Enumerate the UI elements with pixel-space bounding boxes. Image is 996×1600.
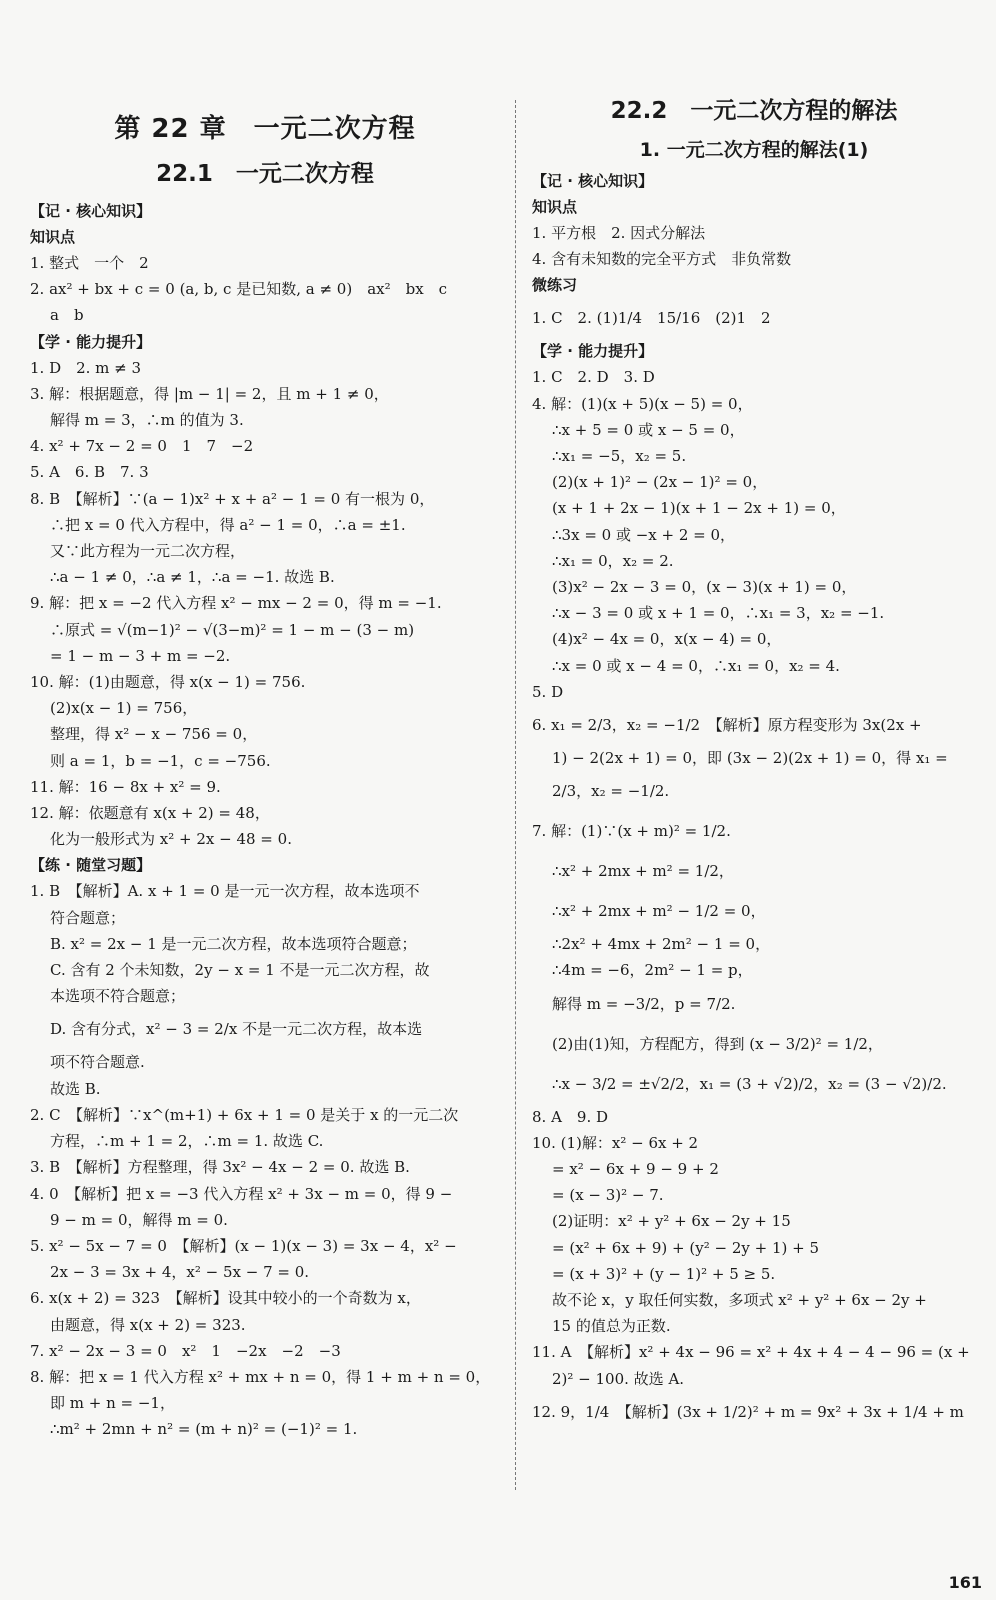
- answer-line: 则 a = 1，b = −1，c = −756.: [50, 751, 271, 770]
- answer-line: 1. C 2. (1)1/4 15/16 (2)1 2: [532, 309, 771, 328]
- answer-line: ∴把 x = 0 代入方程中，得 a² − 1 = 0，∴a = ±1.: [50, 515, 406, 534]
- answer-line: 9. 解：把 x = −2 代入方程 x² − mx − 2 = 0，得 m = −1.: [30, 594, 442, 613]
- answer-line: 11. 解：16 − 8x + x² = 9.: [30, 777, 221, 796]
- column-divider: [515, 100, 516, 1490]
- answer-line: 1) − 2(2x + 1) = 0，即 (3x − 2)(2x + 1) = 0，得 x₁ =: [552, 749, 948, 768]
- answer-line: 4. x² + 7x − 2 = 0 1 7 −2: [30, 437, 254, 456]
- section-heading: 【练 · 随堂习题】: [30, 856, 152, 875]
- right-column-body: [532, 168, 976, 1432]
- answer-line: ∴原式 = √(m−1)² − √(3−m)² = 1 − m − (3 − m): [50, 620, 415, 639]
- answer-line: 9 − m = 0，解得 m = 0.: [50, 1210, 228, 1229]
- answer-line: 7. 解：(1)∵(x + m)² = 1/2.: [532, 822, 731, 841]
- answer-line: = (x² + 6x + 9) + (y² − 2y + 1) + 5: [552, 1238, 819, 1257]
- answer-line: (4)x² − 4x = 0，x(x − 4) = 0，: [552, 630, 782, 649]
- answer-line: 方程，∴m + 1 = 2，∴m = 1. 故选 C.: [50, 1132, 324, 1151]
- left-column: [30, 92, 500, 1443]
- section-heading: 【记 · 核心知识】: [30, 202, 152, 220]
- answer-line: (x + 1 + 2x − 1)(x + 1 − 2x + 1) = 0，: [552, 499, 846, 518]
- subheading: 知识点: [30, 228, 76, 246]
- answer-line: 本选项不符合题意；: [50, 987, 186, 1006]
- answer-line: 2. ax² + bx + c = 0 (a, b, c 是已知数, a ≠ 0) ax² bx c: [30, 280, 448, 299]
- answer-line: 10. (1)解：x² − 6x + 2: [532, 1133, 699, 1152]
- section-title-22-2: 22.2 一元二次方程的解法: [610, 98, 898, 124]
- answer-line: 4. 0 【解析】把 x = −3 代入方程 x² + 3x − m = 0，得 9 −: [30, 1184, 453, 1203]
- answer-line: ∴x² + 2mx + m² = 1/2，: [552, 862, 734, 881]
- answer-line: 5. x² − 5x − 7 = 0 【解析】(x − 1)(x − 3) = 3x − 4，x² −: [30, 1236, 457, 1255]
- answer-line: = 1 − m − 3 + m = −2.: [50, 646, 231, 665]
- answer-line: 2/3，x₂ = −1/2.: [552, 782, 670, 801]
- answer-line: ∴x − 3/2 = ±√2/2，x₁ = (3 + √2)/2，x₂ = (3 − √2)/2.: [552, 1074, 947, 1093]
- answer-line: ∴x + 5 = 0 或 x − 5 = 0，: [552, 420, 745, 439]
- subsection-title: 1. 一元二次方程的解法(1): [639, 139, 869, 161]
- answer-line: 5. A 6. B 7. 3: [30, 463, 149, 482]
- answer-line: (2)(x + 1)² − (2x − 1)² = 0，: [552, 473, 768, 492]
- answer-line: = x² − 6x + 9 − 9 + 2: [552, 1160, 719, 1179]
- page-number: 161: [948, 1573, 982, 1592]
- answer-line: (2)x(x − 1) = 756，: [50, 699, 198, 718]
- answer-line: 3. 解：根据题意，得 |m − 1| = 2，且 m + 1 ≠ 0，: [30, 384, 389, 403]
- answer-line: = (x − 3)² − 7.: [552, 1186, 664, 1205]
- subheading: 微练习: [532, 276, 578, 295]
- answer-line: 7. x² − 2x − 3 = 0 x² 1 −2x −2 −3: [30, 1341, 341, 1360]
- answer-line: ∴x − 3 = 0 或 x + 1 = 0，∴x₁ = 3，x₂ = −1.: [552, 604, 885, 623]
- answer-line: 1. 平方根 2. 因式分解法: [532, 224, 706, 242]
- answer-line: 1. B 【解析】A. x + 1 = 0 是一元一次方程，故本选项不: [30, 882, 420, 901]
- answer-line: 解得 m = 3，∴m 的值为 3.: [50, 411, 244, 430]
- answer-line: 故不论 x，y 取任何实数，多项式 x² + y² + 6x − 2y +: [552, 1291, 927, 1310]
- answer-line: ∴x₁ = 0，x₂ = 2.: [552, 551, 674, 570]
- answer-line: (2)由(1)知，方程配方，得到 (x − 3/2)² = 1/2，: [552, 1034, 883, 1053]
- answer-line: 6. x₁ = 2/3，x₂ = −1/2 【解析】原方程变形为 3x(2x +: [532, 716, 922, 735]
- chapter-title: 第 22 章 一元二次方程: [114, 114, 416, 144]
- answer-line: ∴2x² + 4mx + 2m² − 1 = 0，: [552, 935, 771, 954]
- answer-line: 又∵此方程为一元二次方程，: [50, 542, 246, 561]
- answer-line: ∴x = 0 或 x − 4 = 0，∴x₁ = 0，x₂ = 4.: [552, 656, 840, 675]
- answer-line: D. 含有分式，x² − 3 = 2/x 不是一元二次方程，故本选: [50, 1020, 423, 1039]
- answer-line: 4. 解：(1)(x + 5)(x − 5) = 0，: [532, 394, 753, 413]
- answer-line: a b: [50, 306, 84, 325]
- answer-line: C. 含有 2 个未知数，2y − x = 1 不是一元二次方程，故: [50, 961, 430, 980]
- answer-line: 由题意，得 x(x + 2) = 323.: [50, 1315, 246, 1334]
- answer-line: 12. 9，1/4 【解析】(3x + 1/2)² + m = 9x² + 3x + 1/4 + m: [532, 1402, 964, 1421]
- answer-line: 2)² − 100. 故选 A.: [552, 1369, 685, 1388]
- answer-line: = (x + 3)² + (y − 1)² + 5 ≥ 5.: [552, 1264, 776, 1283]
- section-heading: 【记 · 核心知识】: [532, 172, 654, 190]
- answer-line: ∴3x = 0 或 −x + 2 = 0，: [552, 525, 736, 544]
- answer-line: 1. C 2. D 3. D: [532, 368, 655, 387]
- answer-line: 11. A 【解析】x² + 4x − 96 = x² + 4x + 4 − 4 − 96 = (x +: [532, 1343, 970, 1362]
- answer-line: (3)x² − 2x − 3 = 0，(x − 3)(x + 1) = 0，: [552, 578, 857, 597]
- answer-line: ∴m² + 2mn + n² = (m + n)² = (−1)² = 1.: [50, 1420, 358, 1439]
- answer-line: 8. B 【解析】∵(a − 1)x² + x + a² − 1 = 0 有一根为 0，: [30, 489, 435, 508]
- right-column: [532, 92, 976, 1432]
- answer-line: 1. 整式 一个 2: [30, 254, 149, 272]
- answer-line: 1. D 2. m ≠ 3: [30, 358, 142, 377]
- answer-line: ∴4m = −6，2m² − 1 = p，: [552, 961, 753, 980]
- answer-line: 4. 含有未知数的完全平方式 非负常数: [532, 250, 792, 269]
- answer-line: B. x² = 2x − 1 是一元二次方程，故本选项符合题意；: [50, 934, 417, 953]
- answer-line: 即 m + n = −1，: [50, 1394, 175, 1413]
- answer-line: 整理，得 x² − x − 756 = 0，: [50, 725, 258, 744]
- answer-line: 15 的值总为正数.: [552, 1317, 671, 1336]
- answer-line: 5. D: [532, 682, 564, 701]
- section-heading: 【学 · 能力提升】: [30, 332, 152, 351]
- answer-line: ∴x₁ = −5，x₂ = 5.: [552, 447, 687, 466]
- answer-line: 3. B 【解析】方程整理，得 3x² − 4x − 2 = 0. 故选 B.: [30, 1158, 410, 1177]
- answer-line: 化为一般形式为 x² + 2x − 48 = 0.: [50, 830, 292, 849]
- answer-line: 项不符合题意.: [50, 1053, 145, 1072]
- answer-line: ∴x² + 2mx + m² − 1/2 = 0，: [552, 902, 766, 921]
- answer-line: 解得 m = −3/2，p = 7/2.: [552, 994, 736, 1013]
- answer-line: 12. 解：依题意有 x(x + 2) = 48，: [30, 804, 270, 823]
- answer-line: 10. 解：(1)由题意，得 x(x − 1) = 756.: [30, 673, 306, 692]
- answer-line: 2. C 【解析】∵x^(m+1) + 6x + 1 = 0 是关于 x 的一元二次: [30, 1105, 459, 1124]
- answer-line: 2x − 3 = 3x + 4，x² − 5x − 7 = 0.: [50, 1263, 310, 1282]
- subheading: 知识点: [532, 198, 578, 216]
- answer-line: 故选 B.: [50, 1079, 101, 1098]
- section-heading: 【学 · 能力提升】: [532, 342, 654, 361]
- answer-line: 8. 解：把 x = 1 代入方程 x² + mx + n = 0，得 1 + m + n = 0，: [30, 1367, 491, 1386]
- answer-line: (2)证明：x² + y² + 6x − 2y + 15: [552, 1212, 791, 1231]
- left-column-body: [30, 198, 500, 1443]
- answer-line: 8. A 9. D: [532, 1107, 609, 1126]
- section-title-22-1: 22.1 一元二次方程: [156, 161, 374, 187]
- answer-line: 6. x(x + 2) = 323 【解析】设其中较小的一个奇数为 x，: [30, 1289, 421, 1308]
- answer-line: 符合题意；: [50, 908, 126, 927]
- answer-line: ∴a − 1 ≠ 0，∴a ≠ 1，∴a = −1. 故选 B.: [50, 568, 335, 587]
